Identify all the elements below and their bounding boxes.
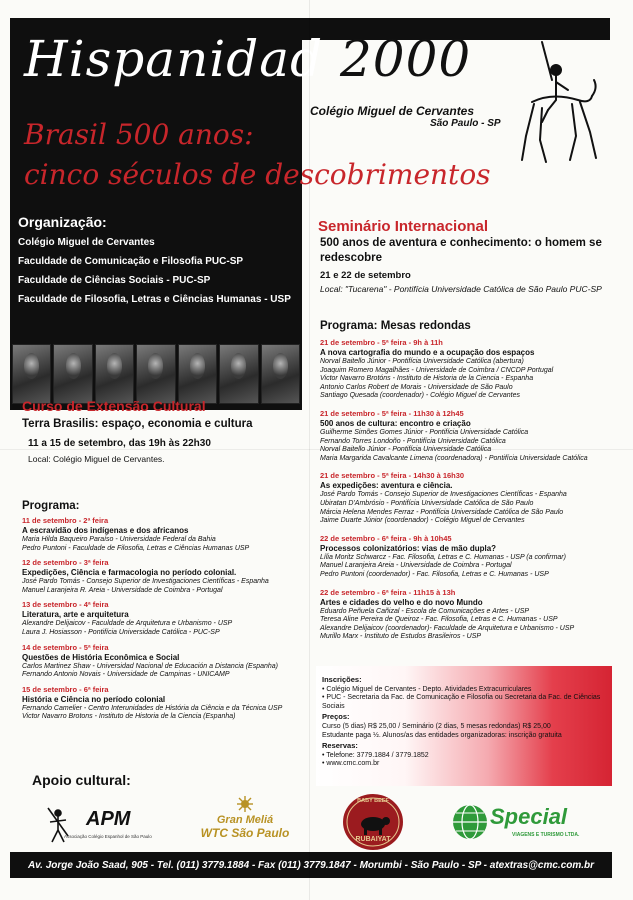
- rubaiyat-bottom-text: RUBAIYAT: [355, 836, 391, 843]
- portrait-photo: [95, 344, 134, 404]
- session-speaker: Ubiratan D'Ambrósio - Pontifícia Universidade Católica de São Paulo: [320, 499, 534, 507]
- session-date: 13 de setembro - 4ª feira: [22, 600, 109, 610]
- session-speaker: Alexandre Delijaicov - Faculdade de Arquitetura e Urbanismo - USP: [22, 620, 233, 628]
- preco-line: Curso (5 dias) R$ 25,00 / Seminário (2 dias, 5 mesas redondas) R$ 25,00: [322, 722, 551, 730]
- portrait-photo: [178, 344, 217, 404]
- organizacao-list: [18, 236, 296, 312]
- session-date: 11 de setembro - 2ª feira: [22, 516, 109, 525]
- melia-star-icon: [237, 796, 253, 812]
- session-date: 12 de setembro - 3ª feira: [22, 558, 109, 568]
- session-title: História e Ciência no período colonial: [22, 694, 166, 704]
- session-title: Questões de História Econômica e Social: [22, 652, 180, 662]
- reservas-heading: Reservas:: [322, 741, 358, 751]
- subtitle-line-1: Brasil 500 anos:: [24, 118, 254, 151]
- portrait-photo: [136, 344, 175, 404]
- session-speaker: Teresa Aline Pereira de Queiroz - Fac. Filosofia, Letras e C. Humanas - USP: [320, 616, 558, 624]
- session-speaker: Joaquim Romero Magalhães - Universidade de Coimbra / CNCDP Portugal: [320, 366, 554, 374]
- apm-figure-icon: [44, 806, 74, 846]
- session-speaker: Pedro Puntoni - Faculdade de Filosofia, Letras e Ciências Humanas USP: [22, 544, 250, 552]
- session-title: A nova cartografia do mundo e a ocupação dos espaços: [320, 348, 535, 357]
- session-speaker: José Pardo Tomás - Consejo Superior de Investigaciones Científicas - Espanha: [320, 491, 567, 499]
- session-speaker: Santiago Quesada (coordenador) - Colégio Miguel de Cervantes: [320, 392, 521, 400]
- rubaiyat-logo: [340, 792, 406, 852]
- session-date: 22 de setembro - 6ª feira - 11h15 à 13h: [320, 587, 456, 597]
- org-item: Faculdade de Comunicação e Filosofia PUC-SP: [18, 256, 244, 267]
- session-title: 500 anos de cultura: encontro e criação: [320, 418, 471, 428]
- session-speaker: Alexandre Delijaicov (coordenador)- Faculdade de Arquitetura e Urbanismo - USP: [320, 624, 575, 632]
- special-subtitle: VIAGENS E TURISMO LTDA.: [512, 832, 580, 838]
- session-speaker: Fernando Antonio Novais - Universidade de Campinas - UNICAMP: [22, 671, 230, 679]
- seminario-heading: Seminário Internacional: [318, 218, 489, 235]
- curso-sessions: [22, 516, 312, 727]
- inscricao-location: • Colégio Miguel de Cervantes - Depto. Atividades Extracurriculares: [322, 685, 532, 693]
- session-speaker: Maria Margarida Cavalcante Limena (coordenadora) - Pontifícia Universidade Católica: [320, 454, 588, 462]
- seminario-local: Local: "Tucarena" - Pontifícia Universidade Católica de São Paulo PUC-SP: [320, 284, 602, 294]
- apm-caption: Associação Colégio Espanhol de São Paulo: [64, 834, 152, 839]
- don-quixote-illustration: [512, 40, 602, 168]
- session-title: Processos colonizatórios: vias de mão dupla?: [320, 543, 497, 553]
- organizacao-heading: Organização:: [18, 214, 107, 230]
- session-speaker: Fernando Camelier - Centro Interunidades de História da Ciência e da Técnica USP: [22, 704, 283, 712]
- seminario-date: 21 e 22 de setembro: [320, 270, 411, 281]
- inscricao-location: • PUC - Secretaria da Fac. de Comunicação e Filosofia ou Secretaria da Fac. de Ciências Sociais: [322, 694, 601, 710]
- portrait-photo: [261, 344, 300, 404]
- inscricoes-heading: Inscrições:: [322, 675, 362, 684]
- title-year: 2000: [340, 30, 472, 88]
- session-block: [22, 558, 312, 595]
- gran-melia-logo: [190, 796, 300, 852]
- session-block: [320, 338, 610, 401]
- footer-contact-bar: Av. Jorge João Saad, 905 - Tel. (011) 3779.1884 - Fax (011) 3779.1847 - Morumbi - São Paulo - SP - atextras@cmc.com.br: [10, 852, 612, 878]
- org-item: Faculdade de Ciências Sociais - PUC-SP: [18, 275, 211, 286]
- session-speaker: Eduardo Peñuela Cañizal - Escola de Comunicações e Artes - USP: [320, 607, 530, 615]
- session-title: As expedições: aventura e ciência.: [320, 481, 453, 491]
- session-title: A escravidão dos indígenas e dos africanos: [22, 526, 189, 535]
- curso-local: Local: Colégio Miguel de Cervantes.: [28, 454, 165, 464]
- session-speaker: Murillo Marx - Instituto de Estudos Brasileiros - USP: [320, 633, 482, 641]
- session-speaker: Norval Baitello Júnior - Pontifícia Universidade Católica (abertura): [320, 358, 524, 365]
- preco-line: Estudante paga ½. Alunos/as das entidades organizadoras: inscrição gratuita: [322, 731, 562, 739]
- special-wordmark: Special: [490, 804, 568, 829]
- inscricoes-content: [322, 674, 607, 769]
- session-speaker: Guilherme Simões Gomes Júnior - Pontifícia Universidade Católica: [320, 428, 529, 436]
- session-date: 21 de setembro - 5ª feira - 9h à 11h: [320, 338, 443, 347]
- apoio-heading: Apoio cultural:: [32, 772, 131, 788]
- session-speaker: Pedro Puntoni (coordenador) - Fac. Filosofia, Letras e C. Humanas - USP: [320, 570, 549, 578]
- melia-name: Gran Meliá: [216, 814, 274, 826]
- seminario-programa-heading: Programa: Mesas redondas: [320, 320, 471, 332]
- historical-portraits-strip: [12, 344, 300, 404]
- session-block: [22, 600, 312, 637]
- fold-crease-horizontal: [0, 449, 633, 450]
- seminario-subtitle: 500 anos de aventura e conhecimento: o homem se redescobre: [320, 237, 602, 264]
- session-title: Literatura, arte e arquitetura: [22, 610, 129, 620]
- reserva-phone: • Telefone: 3779.1884 / 3779.1852: [322, 751, 429, 759]
- subtitle-line-2: cinco séculos de descobrimentos: [24, 158, 491, 191]
- session-speaker: Lília Moritz Schwarcz - Fac. Filosofia, Letras e C. Humanas - USP (a confirmar): [320, 553, 566, 561]
- session-speaker: Manuel Laranjeira Areia - Universidade de Coimbra - Portugal: [320, 562, 512, 570]
- curso-subtitle: Terra Brasilis: espaço, economia e cultura: [22, 418, 253, 430]
- session-block: [320, 534, 610, 580]
- apm-wordmark: APM: [86, 808, 131, 830]
- session-speaker: Norval Baitello Júnior - Pontifícia Universidade Católica: [320, 446, 492, 454]
- session-title: Artes e cidades do velho e do novo Mundo: [320, 597, 483, 607]
- session-block: [320, 409, 610, 463]
- session-speaker: Fernando Torres Londoño - Pontifícia Universidade Católica: [320, 437, 506, 445]
- session-date: 21 de setembro - 5ª feira - 11h30 à 12h45: [320, 408, 464, 418]
- rubaiyat-top-text: BABY BEEF: [357, 798, 389, 804]
- title-word: Hispanidad: [24, 30, 324, 88]
- precos-heading: Preços:: [322, 712, 350, 722]
- session-speaker: Victor Navarro Brotóns - Instituto de Historia de la Ciencia - Espanha: [320, 375, 534, 383]
- session-title: Expedições, Ciência e farmacologia no período colonial.: [22, 568, 237, 578]
- session-block: [22, 516, 312, 553]
- portrait-photo: [12, 344, 51, 404]
- portrait-photo: [219, 344, 258, 404]
- session-block: [320, 588, 610, 642]
- session-speaker: Laura J. Hosiasson - Pontifícia Universidade Católica - PUC-SP: [22, 628, 220, 636]
- portrait-photo: [53, 344, 92, 404]
- session-speaker: Manuel Laranjeira R. Areia - Universidade de Coimbra - Portugal: [22, 586, 223, 594]
- session-speaker: José Pardo Tomás - Consejo Superior de Investigaciones Científicas - Espanha: [22, 578, 269, 586]
- melia-location: WTC São Paulo: [200, 826, 290, 840]
- session-date: 15 de setembro - 6ª feira: [22, 684, 109, 694]
- session-speaker: Jaime Duarte Júnior (coordenador) - Colégio Miguel de Cervantes: [320, 517, 525, 525]
- fold-crease-vertical: [309, 0, 310, 900]
- session-speaker: Márcia Helena Mendes Ferraz - Pontifícia Universidade Católica de São Paulo: [320, 508, 564, 516]
- session-speaker: Victor Navarro Brotons - Instituto de Historia de la Ciencia (Espanha): [22, 713, 236, 721]
- globe-icon: [450, 802, 490, 842]
- apm-logo: [44, 806, 154, 846]
- special-logo: [450, 800, 600, 850]
- session-speaker: Carlos Martinez Shaw - Universidad Nacional de Educación a Distancia (Espanha): [22, 662, 279, 670]
- session-date: 22 de setembro - 6ª feira - 9h à 10h45: [320, 533, 452, 543]
- reserva-website: • www.cmc.com.br: [322, 760, 380, 768]
- session-block: [22, 643, 312, 680]
- session-date: 21 de setembro - 5ª feira - 14h30 à 16h30: [320, 471, 465, 481]
- session-speaker: Maria Hilda Baqueiro Paraíso - Universidade Federal da Bahia: [22, 536, 216, 543]
- session-block: [320, 471, 610, 525]
- org-item: Colégio Miguel de Cervantes: [18, 237, 155, 248]
- school-name: Colégio Miguel de Cervantes: [310, 104, 475, 118]
- seminario-sessions: [320, 338, 610, 650]
- session-speaker: Antonio Carlos Robert de Morais - Universidade de São Paulo: [320, 383, 513, 391]
- poster-title: [24, 30, 471, 88]
- session-date: 14 de setembro - 5ª feira: [22, 642, 109, 652]
- curso-programa-heading: Programa:: [22, 500, 80, 512]
- session-block: [22, 685, 312, 722]
- curso-date: 11 a 15 de setembro, das 19h às 22h30: [28, 438, 211, 449]
- school-city: São Paulo - SP: [430, 118, 501, 129]
- org-item: Faculdade de Filosofia, Letras e Ciências Humanas - USP: [18, 294, 291, 305]
- curso-heading: Curso de Extensão Cultural: [22, 398, 206, 414]
